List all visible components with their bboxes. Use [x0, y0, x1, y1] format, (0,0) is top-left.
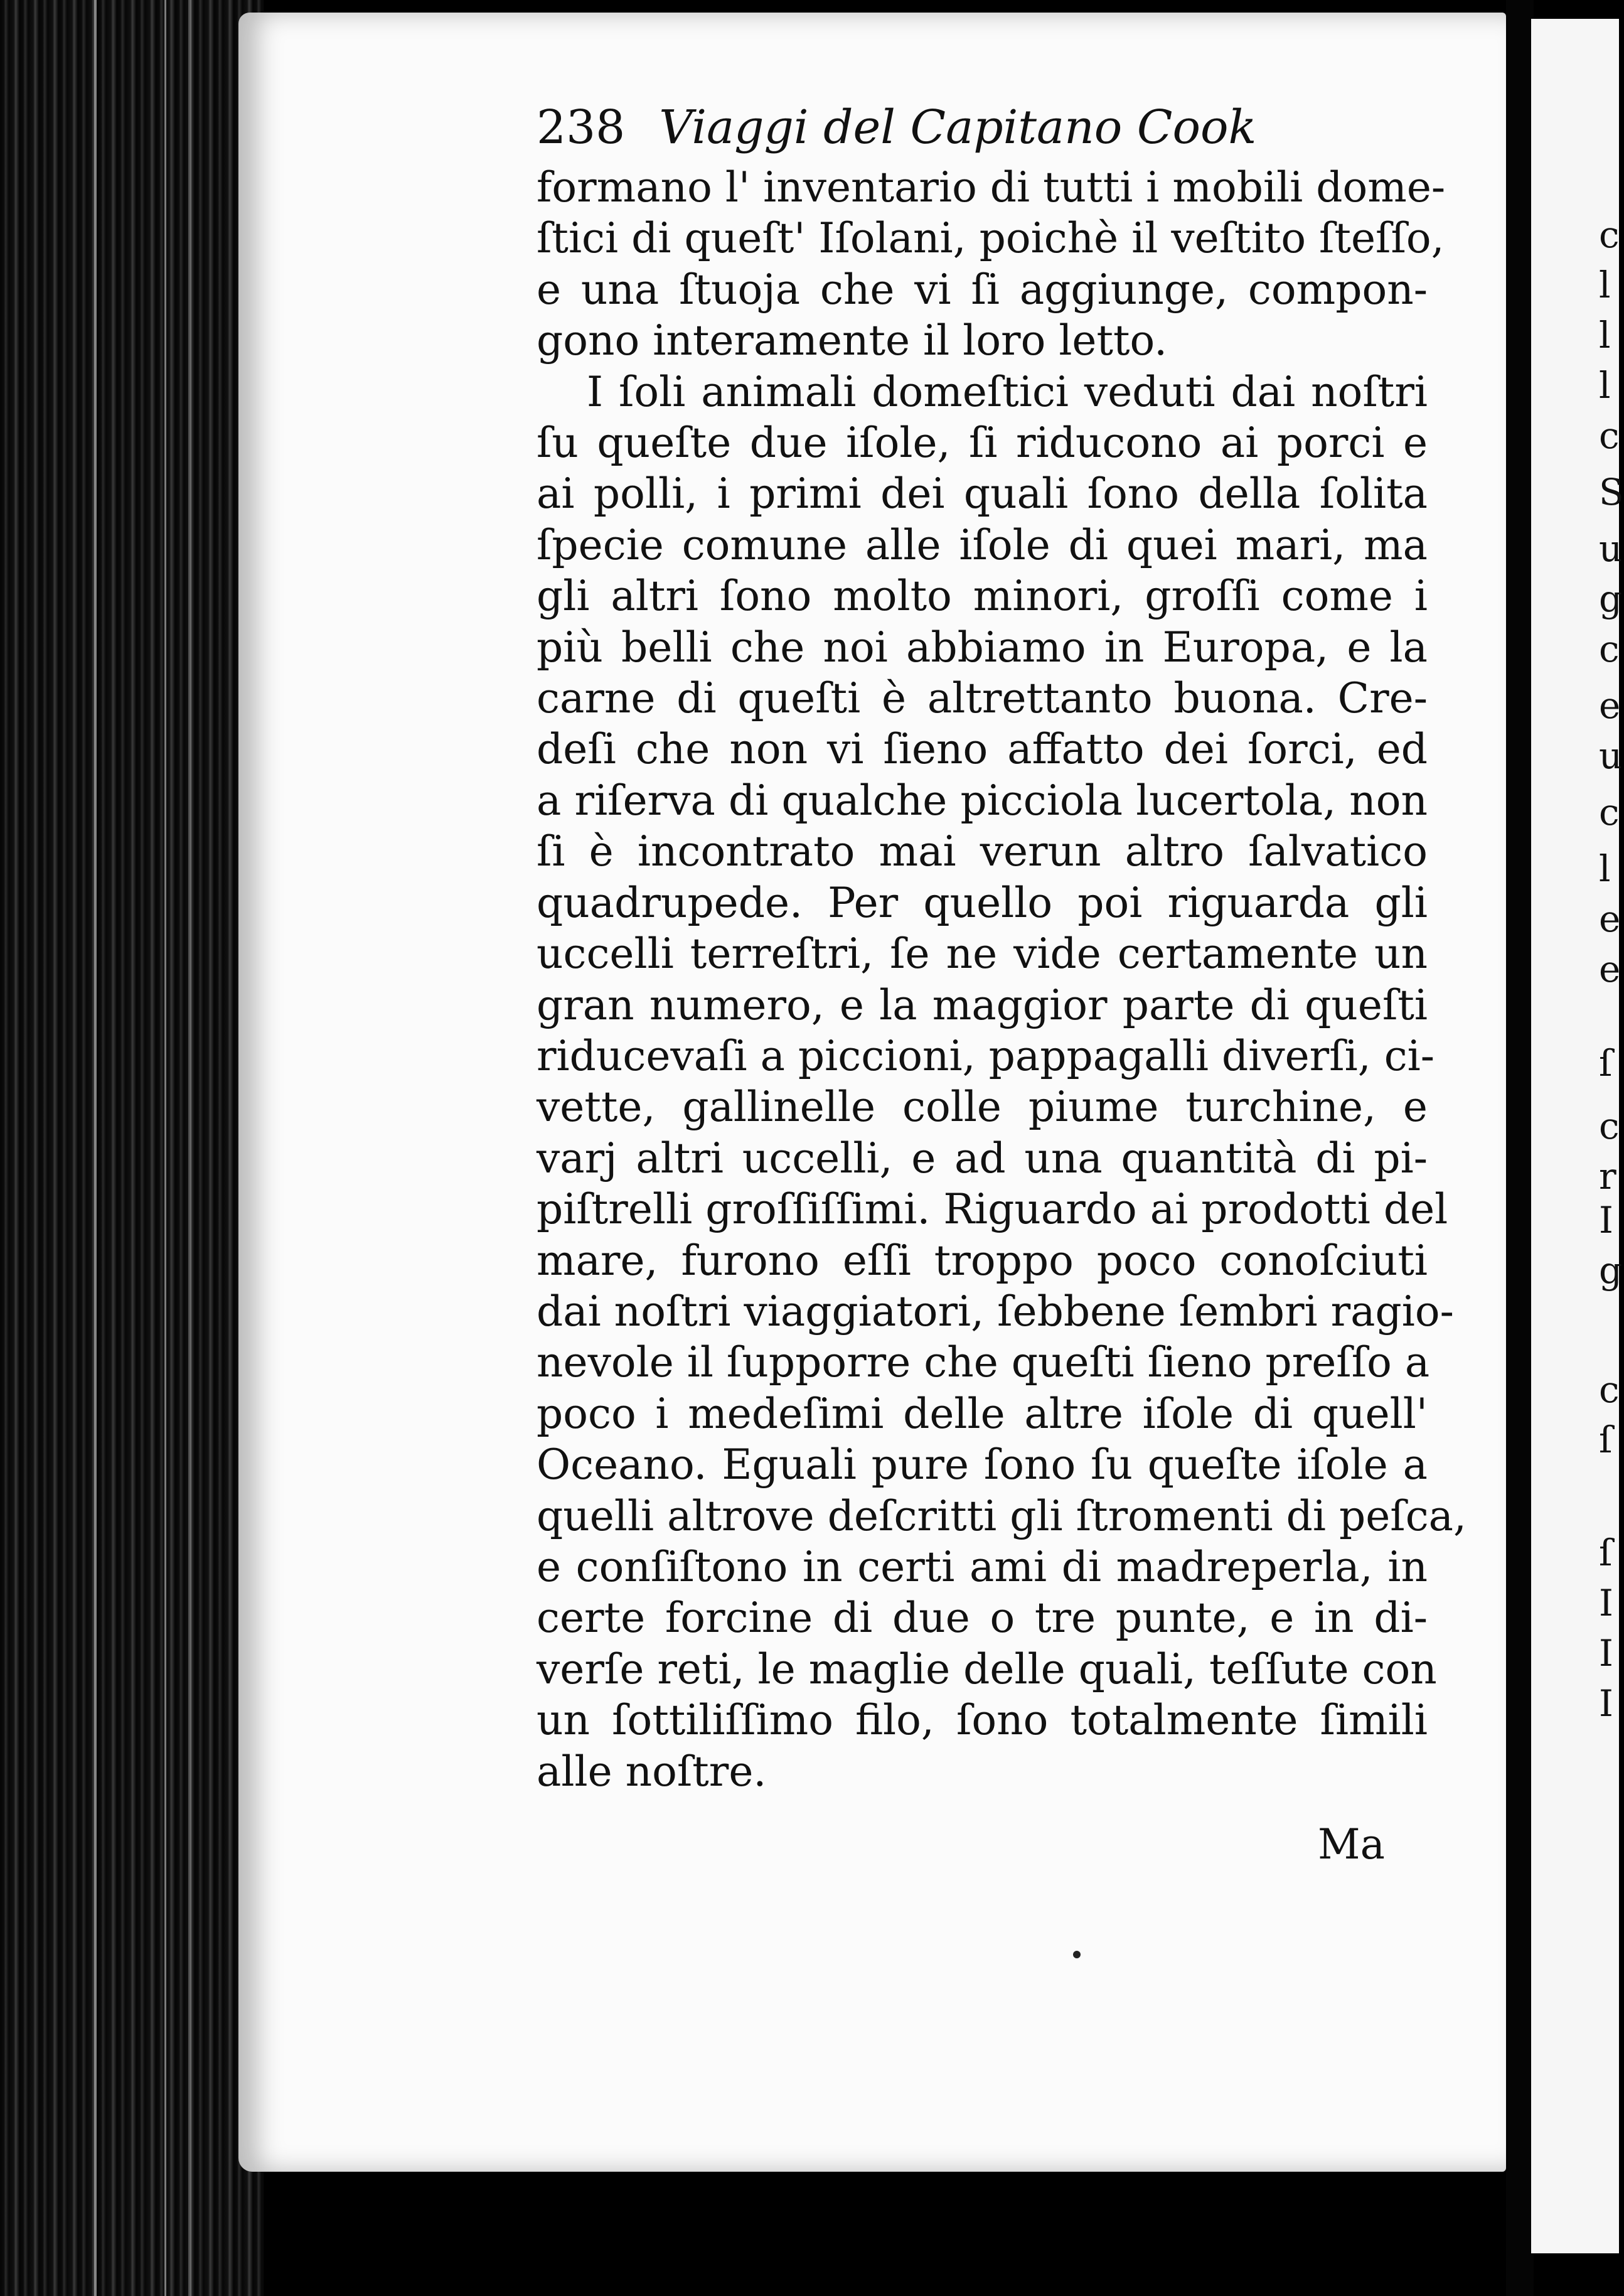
facing-page-letter: e — [1599, 948, 1621, 990]
text-line: ſu queſte due iſole, ſi riducono ai porci e — [537, 419, 1428, 468]
text-line: e conſiſtono in certi ami di madreperla, in — [537, 1542, 1428, 1591]
text-line: gran numero, e la maggior parte di queſti — [537, 980, 1428, 1029]
edge-streak — [94, 0, 97, 2296]
facing-page-letter: u — [1599, 734, 1623, 777]
facing-page-letter: ſ — [1599, 1042, 1613, 1085]
facing-page-letter: g — [1599, 577, 1623, 620]
text-line: quadrupede. Per quello poi riguarda gli — [537, 878, 1428, 927]
edge-streak — [164, 0, 166, 2296]
text-line: poco i medeſimi delle altre iſole di quell' — [537, 1389, 1428, 1438]
facing-page-letter: S — [1599, 471, 1624, 513]
book-edge — [0, 0, 264, 2296]
text-line: I ſoli animali domeſtici veduti dai noſtri — [587, 367, 1428, 416]
facing-page-letter: ſ — [1599, 1532, 1613, 1574]
right-gutter — [1506, 0, 1534, 2296]
text-line: un ſottiliſſimo filo, ſono totalmente ſimili — [537, 1696, 1428, 1745]
facing-page-letter: e — [1599, 684, 1621, 727]
facing-page-letter: I — [1599, 1582, 1613, 1624]
facing-page-letter: g — [1599, 1249, 1623, 1292]
edge-streak — [188, 0, 191, 2296]
facing-page-letter: I — [1599, 1682, 1613, 1725]
text-line: varj altri uccelli, e ad una quantità di pi- — [537, 1134, 1428, 1183]
text-line: dai noſtri viaggiatori, ſebbene ſembri ragio- — [537, 1287, 1454, 1336]
running-title: Viaggi del Capitano Cook — [659, 100, 1257, 154]
text-line: gono interamente il loro letto. — [537, 316, 1168, 365]
facing-page-letter: c — [1599, 791, 1620, 834]
text-line: più belli che noi abbiamo in Europa, e la — [537, 623, 1428, 672]
text-line: e una ſtuoja che vi ſi aggiunge, compon- — [537, 265, 1428, 314]
facing-page-letter: c — [1599, 1368, 1620, 1411]
facing-page-letter: r — [1599, 1155, 1616, 1198]
facing-page-letter: l — [1599, 264, 1611, 306]
text-line: mare, furono eſſi troppo poco conoſciuti — [537, 1236, 1428, 1285]
facing-page-letter: c — [1599, 628, 1620, 670]
body-text — [537, 162, 1467, 1797]
text-line: alle noſtre. — [537, 1747, 767, 1796]
text-line: ai polli, i primi dei quali ſono della ſolita — [537, 469, 1428, 518]
catchword: Ma — [1318, 1820, 1385, 1869]
text-line: uccelli terreſtri, ſe ne vide certamente un — [537, 930, 1428, 979]
running-head — [537, 100, 1256, 154]
facing-page-letter: e — [1599, 898, 1621, 940]
text-line: verſe reti, le maglie delle quali, teſſute con — [537, 1644, 1437, 1693]
facing-page-letter: I — [1599, 1632, 1613, 1675]
text-line: ſpecie comune alle iſole di quei mari, ma — [537, 520, 1428, 569]
facing-page-letter: ſ — [1599, 1419, 1613, 1461]
facing-page-letter: c — [1599, 213, 1620, 256]
facing-page-letter: l — [1599, 314, 1611, 357]
page-speck — [1073, 1951, 1081, 1958]
text-line: formano l' inventario di tutti i mobili dome- — [537, 163, 1446, 212]
facing-page-letter: u — [1599, 527, 1623, 570]
text-line: nevole il ſupporre che queſti ſieno preſſo a — [537, 1338, 1430, 1387]
facing-page-letter: l — [1599, 364, 1611, 407]
text-line: riducevaſi a piccioni, pappagalli diverſi, ci- — [537, 1031, 1435, 1080]
facing-page-text — [1599, 0, 1624, 2296]
text-line: ſi è incontrato mai verun altro ſalvatico — [537, 827, 1428, 876]
text-line: ſtici di queſt' Iſolani, poichè il veſtito ſteſſo, — [537, 214, 1445, 263]
text-line: gli altri ſono molto minori, groſſi come i — [537, 572, 1428, 621]
facing-page-letter: I — [1599, 1199, 1613, 1242]
text-line: Oceano. Eguali pure ſono ſu queſte iſole a — [537, 1440, 1428, 1489]
facing-page-letter: l — [1599, 847, 1611, 890]
text-line: quelli altrove deſcritti gli ſtromenti di peſca, — [537, 1491, 1467, 1540]
text-line: deſi che non vi ſieno affatto dei ſorci, ed — [537, 725, 1428, 774]
facing-page-letter: c — [1599, 414, 1620, 457]
text-line: carne di queſti è altrettanto buona. Cre- — [537, 674, 1428, 723]
text-line: piſtrelli groſſiſſimi. Riguardo ai prodotti del — [537, 1185, 1448, 1234]
text-line: vette, gallinelle colle piume turchine, e — [537, 1083, 1428, 1132]
text-line: a riſerva di qualche picciola lucertola, non — [537, 776, 1428, 825]
facing-page-letter: c — [1599, 1105, 1620, 1147]
text-line: certe forcine di due o tre punte, e in di- — [537, 1594, 1428, 1643]
page-number: 238 — [537, 100, 626, 154]
